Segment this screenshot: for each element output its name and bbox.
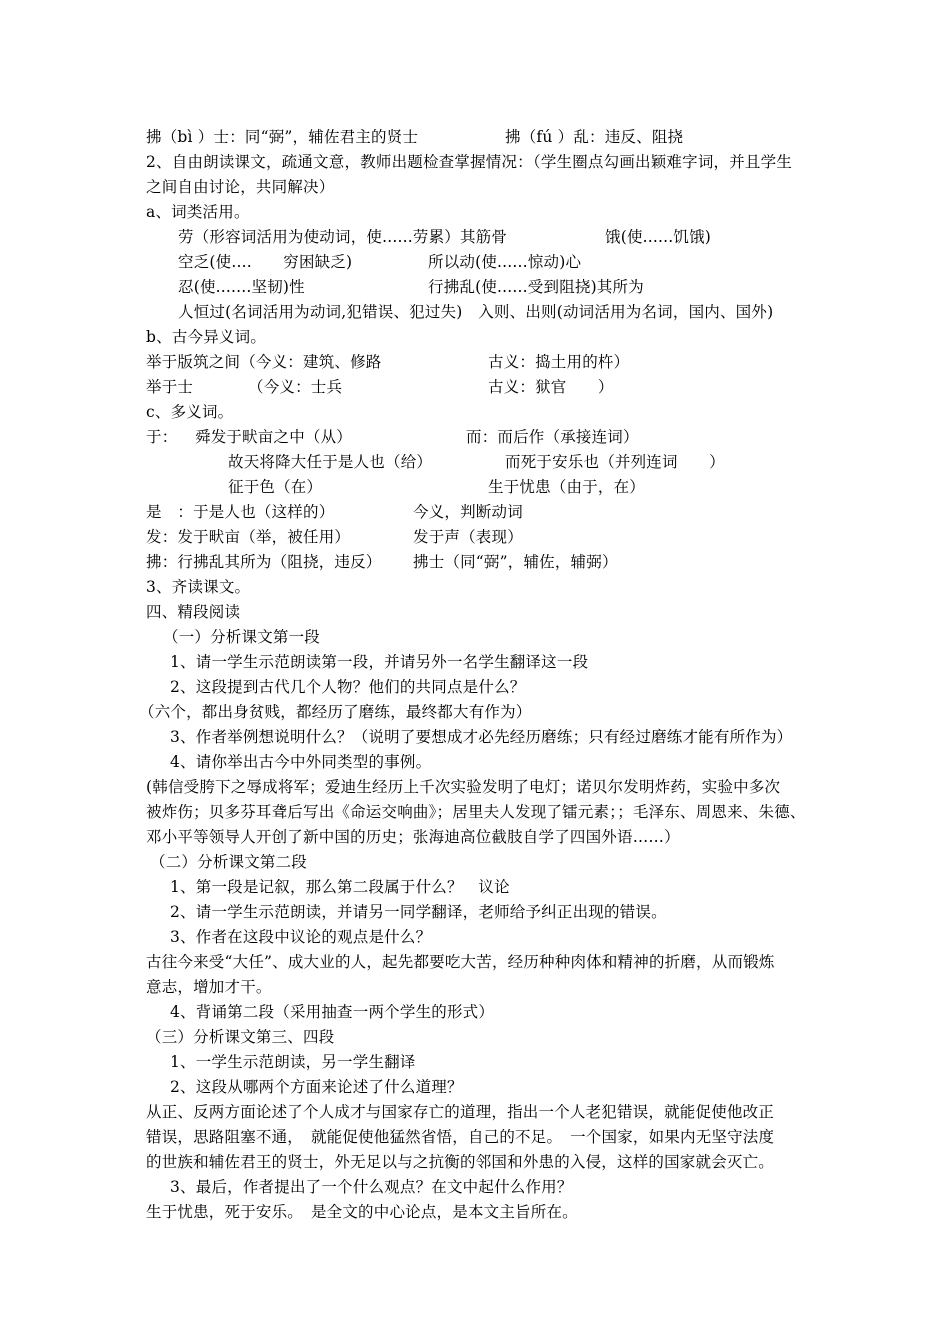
- text-line: 忍(使.......坚韧)性: [178, 278, 305, 296]
- text-line: (韩信受胯下之辱成将军；爱迪生经历上千次实验发明了电灯；诺贝尔发明炸药，实验中多次: [146, 778, 781, 796]
- text-line: 舜发于畎亩之中（从）: [195, 428, 353, 446]
- text-line: 发：发于畎亩（举，被任用）: [146, 528, 351, 546]
- text-line: 3、作者在这段中议论的观点是什么？: [170, 928, 432, 946]
- text-line: 生于忧患（由于，在）: [488, 478, 646, 496]
- text-line: （三）分析课文第三、四段: [146, 1028, 335, 1046]
- text-line: 2、请一学生示范朗读，并请另一同学翻译，老师给予纠正出现的错误。: [170, 903, 667, 921]
- text-line: 古义：狱官 ）: [488, 378, 614, 396]
- text-line: 而死于安乐也（并列连词 ）: [505, 453, 725, 471]
- text-line: 之间自由讨论，共同解决）: [146, 178, 335, 196]
- text-line: 四、精段阅读: [146, 603, 241, 621]
- text-line: （今义：士兵: [248, 378, 343, 396]
- text-line: （一）分析课文第一段: [163, 628, 321, 646]
- text-line: 空乏(使.... 穷困缺乏): [178, 253, 353, 271]
- text-line: 从正、反两方面论述了个人成才与国家存亡的道理，指出一个人老犯错误，就能促使他改正: [146, 1103, 775, 1121]
- text-line: 古往今来受“大任”、成大业的人，起先都要吃大苦，经历种种肉体和精神的折磨，从而锻炼: [146, 953, 775, 971]
- text-line: 1、一学生示范朗读，另一学生翻译: [170, 1053, 416, 1071]
- text-line: 是 ：于是人也（这样的）: [146, 503, 335, 521]
- text-line: 2、这段从哪两个方面来论述了什么道理？: [170, 1078, 463, 1096]
- text-line: 故天将降大任于是人也（给）: [228, 453, 433, 471]
- text-line: 3、齐读课文。: [146, 578, 251, 596]
- text-line: 2、这段提到古代几个人物？他们的共同点是什么？: [170, 678, 526, 696]
- text-line: 人恒过(名词活用为动词,犯错误、犯过失) 入则、出则(动词活用为名词，国内、国外): [178, 303, 774, 321]
- text-line: 所以动(使......惊动)心: [428, 253, 582, 271]
- text-line: 被炸伤；贝多芬耳聋后写出《命运交响曲》；居里夫人发现了镭元素；；毛泽东、周恩来、朱德、: [146, 803, 806, 821]
- text-line: 4、背诵第二段（采用抽查一两个学生的形式）: [170, 1003, 495, 1021]
- text-line: 1、第一段是记叙，那么第二段属于什么？ 议论: [170, 878, 510, 896]
- text-line: 拂（bì ）士：同“弼”，辅佐君主的贤士: [146, 128, 419, 146]
- text-line: 拂：行拂乱其所为（阻挠，违反）: [146, 553, 382, 571]
- text-line: 劳（形容词活用为使动词，使......劳累）其筋骨: [178, 228, 508, 246]
- text-line: 1、请一学生示范朗读第一段，并请另外一名学生翻译这一段: [170, 653, 589, 671]
- text-line: 的世族和辅佐君王的贤士，外无足以与之抗衡的邻国和外患的入侵，这样的国家就会灭亡。: [146, 1153, 775, 1171]
- text-line: 征于色（在）: [228, 478, 323, 496]
- text-line: 意志，增加才干。: [146, 978, 272, 996]
- text-line: 3、最后，作者提出了一个什么观点？在文中起什么作用？: [170, 1178, 573, 1196]
- text-line: 错误，思路阻塞不通， 就能促使他猛然省悟，自己的不足。 一个国家，如果内无坚守法度: [146, 1128, 775, 1146]
- text-line: a、词类活用。: [146, 203, 250, 221]
- text-line: c、多义词。: [146, 403, 234, 421]
- text-line: 邓小平等领导人开创了新中国的历史；张海迪高位截肢自学了四国外语……）: [146, 828, 680, 846]
- text-line: 于：: [146, 428, 178, 446]
- text-line: 4、请你举出古今中外同类型的事例。: [170, 753, 432, 771]
- text-line: 发于声（表现）: [413, 528, 523, 546]
- text-line: 拂（fú ）乱：违反、阻挠: [505, 128, 684, 146]
- text-line: 生于忧患，死于安乐。 是全文的中心论点，是本文主旨所在。: [146, 1203, 578, 1221]
- text-line: 今义，判断动词: [413, 503, 523, 521]
- text-line: b、古今异义词。: [146, 328, 267, 346]
- text-line: 饿(使......饥饿): [605, 228, 712, 246]
- text-line: 行拂乱(使......受到阻挠)其所为: [428, 278, 644, 296]
- text-line: 举于士: [146, 378, 194, 396]
- text-line: 古义：捣土用的杵）: [488, 353, 630, 371]
- text-line: 举于版筑之间（今义：建筑、修路: [146, 353, 382, 371]
- text-line: （二）分析课文第二段: [150, 853, 308, 871]
- text-line: 拂士（同“弼”，辅佐，辅弼）: [413, 553, 618, 571]
- text-line: 3、作者举例想说明什么？（说明了要想成才必先经历磨练；只有经过磨练才能有所作为）: [170, 728, 793, 746]
- text-line: （六个，都出身贫贱，都经历了磨练，最终都大有作为）: [139, 703, 532, 721]
- text-line: 而：而后作（承接连词）: [466, 428, 639, 446]
- text-line: 2、自由朗读课文，疏通文意，教师出题检查掌握情况：（学生圈点勾画出颖难字词，并且学生: [146, 153, 793, 171]
